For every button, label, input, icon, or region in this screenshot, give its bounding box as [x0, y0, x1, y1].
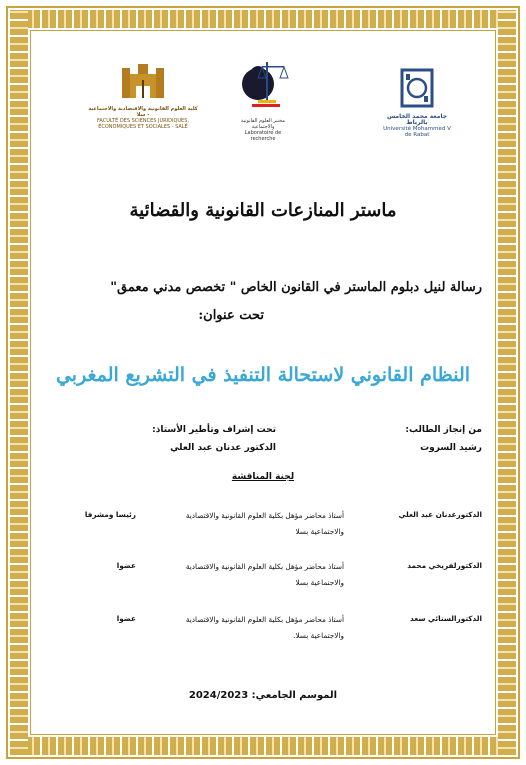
member-name: الدكتورعدنان عبد العلي	[398, 510, 482, 519]
university-name-fr: Université Mohammed V de Rabat	[383, 126, 451, 138]
university-emblem-icon	[380, 66, 454, 110]
supervisor-name: الدكتور عدنان عبد العلي	[170, 443, 276, 453]
border-pattern-bottom	[10, 737, 516, 755]
master-title: ماستر المنازعات القانونية والقضائية	[129, 200, 397, 221]
faculty-building-icon	[88, 62, 198, 102]
member-role: عضوا	[116, 614, 136, 623]
member-title-line2: والاجتماعية بسلا	[295, 527, 344, 536]
member-name: الدكتورلفريخي محمد	[407, 561, 482, 570]
member-title-line2: والاجتماعية بسلا	[295, 578, 344, 587]
member-title-line2: والاجتماعية بسلا.	[293, 631, 344, 640]
member-name: الدكتورالسنائي سعد	[409, 614, 482, 623]
member-title-line1: أستاذ محاضر مؤهل بكلية العلوم القانونية والاقتصادية	[185, 562, 344, 571]
member-title-line1: أستاذ محاضر مؤهل بكلية العلوم القانونية والاقتصادية	[185, 511, 344, 520]
justice-scales-icon	[232, 54, 294, 114]
faculty-name-ar: كلية العلوم القانونية والاقتصادية والاجتماعية - سلا	[88, 106, 198, 118]
student-name: رشيد السروت	[420, 443, 482, 453]
thesis-line: رسالة لنيل دبلوم الماستر في القانون الخاص " تخصص مدني معمق"	[110, 280, 482, 295]
faculty-name-fr: FACULTÉ DES SCIENCES JURIDIQUES, ÉCONOMIQUES ET SOCIALES - SALÉ	[97, 118, 189, 130]
faculty-logo	[88, 62, 198, 134]
student-label: من إنجاز الطالب:	[405, 425, 482, 435]
committee-title: لجنة المناقشة	[231, 472, 295, 482]
academic-season: الموسم الجامعي: 2024/2023	[188, 690, 338, 701]
border-pattern-top	[10, 10, 516, 28]
title-intro: تحت عنوان:	[198, 308, 264, 323]
lab-logo	[232, 54, 294, 142]
lab-name-ar: مختبر العلوم القانونية والاجتماعية	[240, 118, 286, 130]
member-title-line1: أستاذ محاضر مؤهل بكلية العلوم القانونية والاقتصادية	[185, 615, 344, 624]
supervisor-label: تحت إشراف وتأطير الأستاذ:	[152, 425, 276, 435]
lab-name-fr: Laboratoire de recherche	[244, 130, 282, 142]
university-logo	[380, 66, 454, 138]
member-role: رئيسا ومشرفا	[84, 510, 136, 519]
thesis-main-title: النظام القانوني لاستحالة التنفيذ في التشريع المغربي	[55, 364, 471, 386]
member-role: عضوا	[116, 561, 136, 570]
university-name-ar: جامعة محمد الخامس بالرباط	[386, 113, 448, 126]
